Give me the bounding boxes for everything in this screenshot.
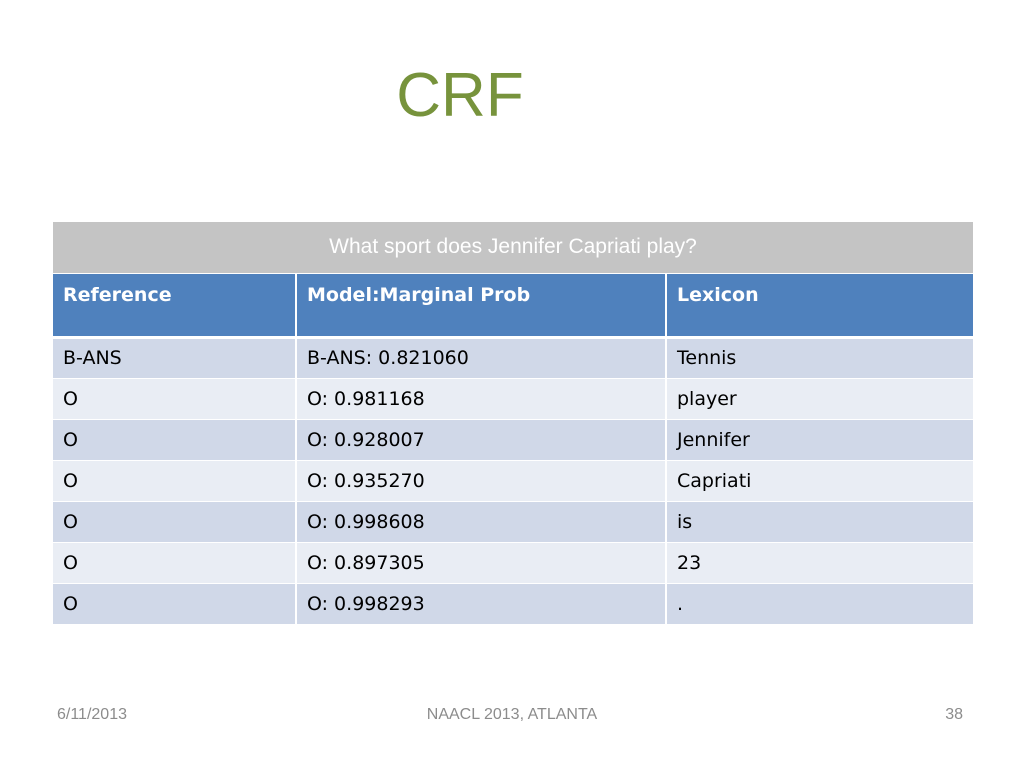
cell-lexicon: is — [666, 501, 974, 542]
cell-reference: O — [52, 542, 296, 583]
table-row — [52, 501, 974, 542]
column-header-lexicon: Lexicon — [666, 273, 974, 337]
column-header-model-marginal-prob: Model:Marginal Prob — [296, 273, 666, 337]
table-caption: What sport does Jennifer Capriati play? — [52, 222, 974, 273]
cell-reference: O — [52, 378, 296, 419]
slide-title-text: CRF — [396, 61, 524, 130]
cell-lexicon: . — [666, 583, 974, 624]
table-row — [52, 378, 974, 419]
cell-reference: O — [52, 419, 296, 460]
cell-model-prob: O: 0.981168 — [296, 378, 666, 419]
table-caption-row — [52, 222, 974, 273]
cell-lexicon: 23 — [666, 542, 974, 583]
column-header-reference: Reference — [52, 273, 296, 337]
table-row — [52, 583, 974, 624]
cell-model-prob: O: 0.897305 — [296, 542, 666, 583]
cell-reference: O — [52, 501, 296, 542]
table-row — [52, 337, 974, 378]
table-row — [52, 460, 974, 501]
crf-table — [51, 222, 975, 625]
slide-title — [0, 58, 1024, 134]
footer-venue-text: NAACL 2013, ATLANTA — [426, 706, 598, 723]
cell-lexicon: Capriati — [666, 460, 974, 501]
cell-model-prob: O: 0.998608 — [296, 501, 666, 542]
footer-date: 6/11/2013 — [57, 706, 127, 723]
footer-venue — [0, 706, 1024, 724]
footer-page-number: 38 — [945, 706, 963, 723]
table-row — [52, 419, 974, 460]
cell-lexicon: Tennis — [666, 337, 974, 378]
cell-lexicon: Jennifer — [666, 419, 974, 460]
cell-reference: B-ANS — [52, 337, 296, 378]
cell-model-prob: B-ANS: 0.821060 — [296, 337, 666, 378]
table-header-row — [52, 273, 974, 337]
table-row — [52, 542, 974, 583]
cell-model-prob: O: 0.935270 — [296, 460, 666, 501]
cell-model-prob: O: 0.928007 — [296, 419, 666, 460]
cell-lexicon: player — [666, 378, 974, 419]
cell-reference: O — [52, 460, 296, 501]
cell-reference: O — [52, 583, 296, 624]
cell-model-prob: O: 0.998293 — [296, 583, 666, 624]
